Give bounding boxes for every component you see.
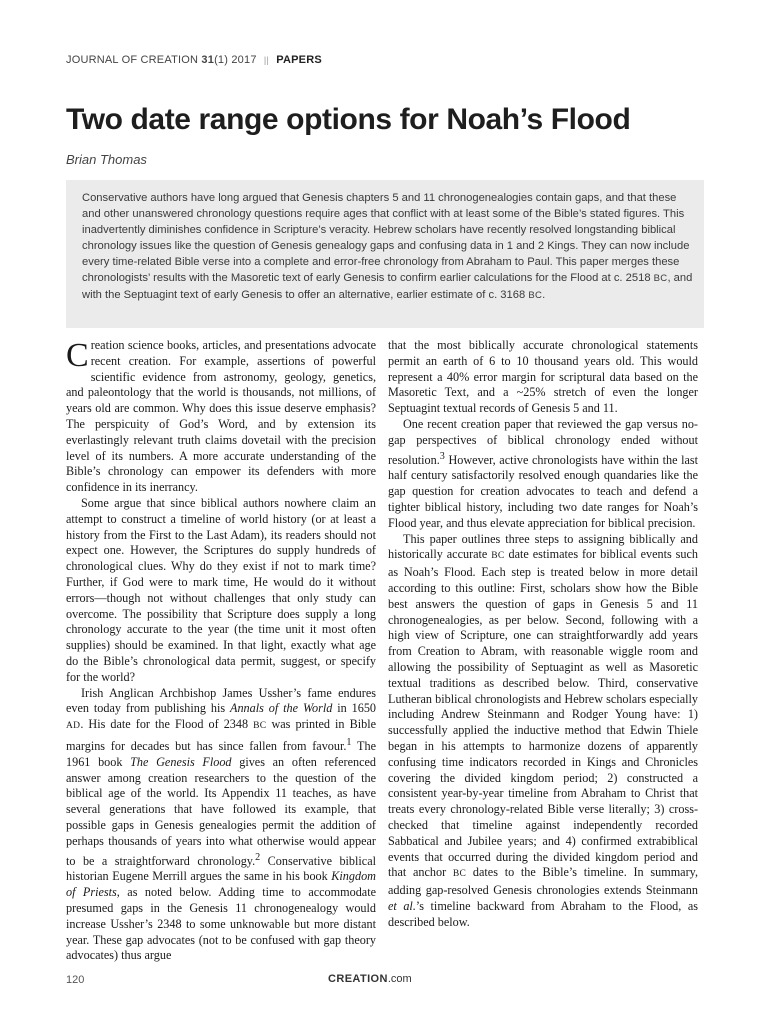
journal-header [66,54,322,66]
header-separator: || [263,55,269,65]
body-column-right [388,338,698,931]
paragraph-text: Conservative biblical historian Eugene Merrill argues the same in his book [66,853,376,884]
body-paragraph [388,532,698,931]
journal-name: JOURNAL OF CREATION [66,54,199,66]
body-paragraph [66,686,376,965]
paragraph-text: . His date for the Flood of 2348 [80,717,254,732]
era-label: BC [491,551,505,562]
drop-cap: C [66,337,89,374]
journal-volume: 31 [201,54,215,66]
paragraph-text: However, active chronologists have within the last half century satisfactorily resolved enough quandaries like the gap question for creation advocates to teach and defend a tighter biblical history, including two date ranges for Noah’s Flood year, and thus elevate appreciation for biblical precision. [388,452,698,530]
page-number: 120 [66,974,85,986]
book-title: Annals of the World [230,701,333,716]
paragraph-text: in 1650 [332,701,377,716]
paragraph-text: gives an often referenced answer among creation researchers to the question of the biblical age of the world. Its Appendix 11 teaches, as have several generations that have followed its example, that possible gaps in Genesis genealogies permit the addition of perhaps thousands of years into what otherwise would appear to be a straightforward chronology. [66,754,377,868]
paragraph-text: This paper outlines three steps to assigning biblically and historically accurate [388,531,698,562]
book-title: The Genesis Flood [130,754,232,769]
paragraph-text: One recent creation paper that reviewed the gap versus no-gap perspectives of biblical chronology ended without resolution. [388,416,698,467]
paragraph-text: date estimates for biblical events such as Noah’s Flood. Each step is treated below in more detail according to this outline: First, scholars show how the Bible best answers the question of gaps in Genesis 5 and 11 chronogenealogies, as per below. Second, following with a high view of Scripture, one can straightforwardly add years from Creation to Abram, with reasonable wiggle room and allowing the possibility of Septuagint as well as Masoretic textual traditions as described below. Third, conservative Lutheran biblical chronologists and Hebrew scholars especially including Andrew Steinmann and Rodger Young have: 1) successfully applied the inductive method that Edwin Thiele began in his attempts to harmonize dozens of apparently confusing time indicators recorded in Kings and Chronicles covering the divided kingdom period; 2) constructed a consistent year-by-year timeline from Abraham to Christ that treats every chronology-related Bible verse literally; 3) cross-checked that timeline against independently recorded Sabbatical and Jubilee years; and 4) confirmed extrabiblical events that occurred during the divided kingdom period and that anchor [388,547,699,880]
abstract-bc-1: BC [653,273,668,284]
era-label: AD [66,721,81,732]
brand-logo[interactable] [328,973,412,985]
abstract-text [82,190,696,304]
paragraph-text: Irish Anglican Archbishop James Ussher’s fame endures even today from publishing his [66,685,376,716]
body-column-left [66,338,376,964]
article-author: Brian Thomas [66,152,147,167]
paragraph-text: reation science books, articles, and presentations advocate recent creation. For example, assertions of powerful scientific evidence from astronomy, geology, genetics, and paleontology that the world is thousands, not millions, of years old are common. Why does this issue deserve emphasis? The perspicuity of God’s Word, and by extension its everlastingly relevant truth claims dovetail with the precision level of its numbers. A more accurate understanding of the Bible’s chronology can empower its defenders with more confidence in its inerrancy. [66,338,376,495]
journal-issue-year: (1) 2017 [214,54,257,66]
article-title: Two date range options for Noah’s Flood [66,103,631,136]
footnote-ref[interactable]: 3 [439,450,445,462]
era-label: BC [452,869,467,880]
citation-etal: et al. [388,898,416,913]
brand-suffix: .com [387,973,412,985]
paragraph-text: ’s timeline backward from Abraham to the Flood, as described below. [388,898,699,929]
paragraph-text: , as noted below. Adding time to accommodate presumed gaps in the Genesis 11 chronogenealogy would increase Ussher’s 2348 to some unknowable but more distant year. These gap advocates (not to be confused with gap theory advocates) thus argue [66,885,376,963]
paragraph-text: The 1961 book [66,738,376,769]
body-paragraph [388,417,698,532]
body-paragraph [66,338,376,496]
brand-name: CREATION [328,973,388,985]
body-paragraph: that the most biblically accurate chronological statements permit an earth of 6 to 10 thousand years old. This would represent a 40% error margin for scriptural data based on the Masoretic Text, and a ~25% stretch of even the longer Septuagint textual records of Genesis 5 and 11. [388,338,698,416]
era-label: BC [253,721,267,732]
book-title: Kingdom of Priests [66,869,376,900]
section-label: PAPERS [276,54,322,66]
abstract-bc-2: BC [528,290,543,301]
abstract-part-1: Conservative authors have long argued that Genesis chapters 5 and 11 chronogenealogies contain gaps, and that these and other unanswered chronology questions require ages that conflict with at least some of the Bible’s stated figures. This inadvertently diminishes confidence in Scripture’s veracity. Hebrew scholars have recently resolved longstanding biblical chronology issues like the question of Genesis genealogy gaps and confusing data in 1 and 2 Kings. They can now include every time-related Bible verse into a complete and error-free chronology from Abraham to Paul. This paper merges these chronologists’ results with the Masoretic text of early Genesis to confirm earlier calculations for the Flood at c. 2518 [82,192,690,284]
abstract-box [66,180,704,328]
body-paragraph: Some argue that since biblical authors nowhere claim an attempt to construct a timeline of world history (or at least a history from the First to the Last Adam), its readers should not expect one. However, the Scriptures do supply hundreds of chronological clues. Why do they exist if not to mark time? Further, if God were to mark time, He would do it without errors—though not without challenges that only study can overcome. The possibility that Scripture does supply a long chronology accurate to the year (the time unit it most often supplies) should be examined. In that light, exactly what age do the Bible’s chronological data permit, suggest, or specify for the world? [66,495,376,684]
paragraph-text: was printed in Bible margins for decades but has since fallen from favour. [66,717,376,753]
footnote-ref[interactable]: 1 [346,736,352,748]
abstract-part-3: . [542,289,546,301]
paragraph-text: dates to the Bible’s timeline. In summary, adding gap-resolved Genesis chronologies extends Steinmann [388,865,698,898]
footnote-ref[interactable]: 2 [255,851,261,863]
abstract-part-2: , and with the Septuagint text of early Genesis to offer an alternative, earlier estimate of c. 3168 [82,272,693,301]
